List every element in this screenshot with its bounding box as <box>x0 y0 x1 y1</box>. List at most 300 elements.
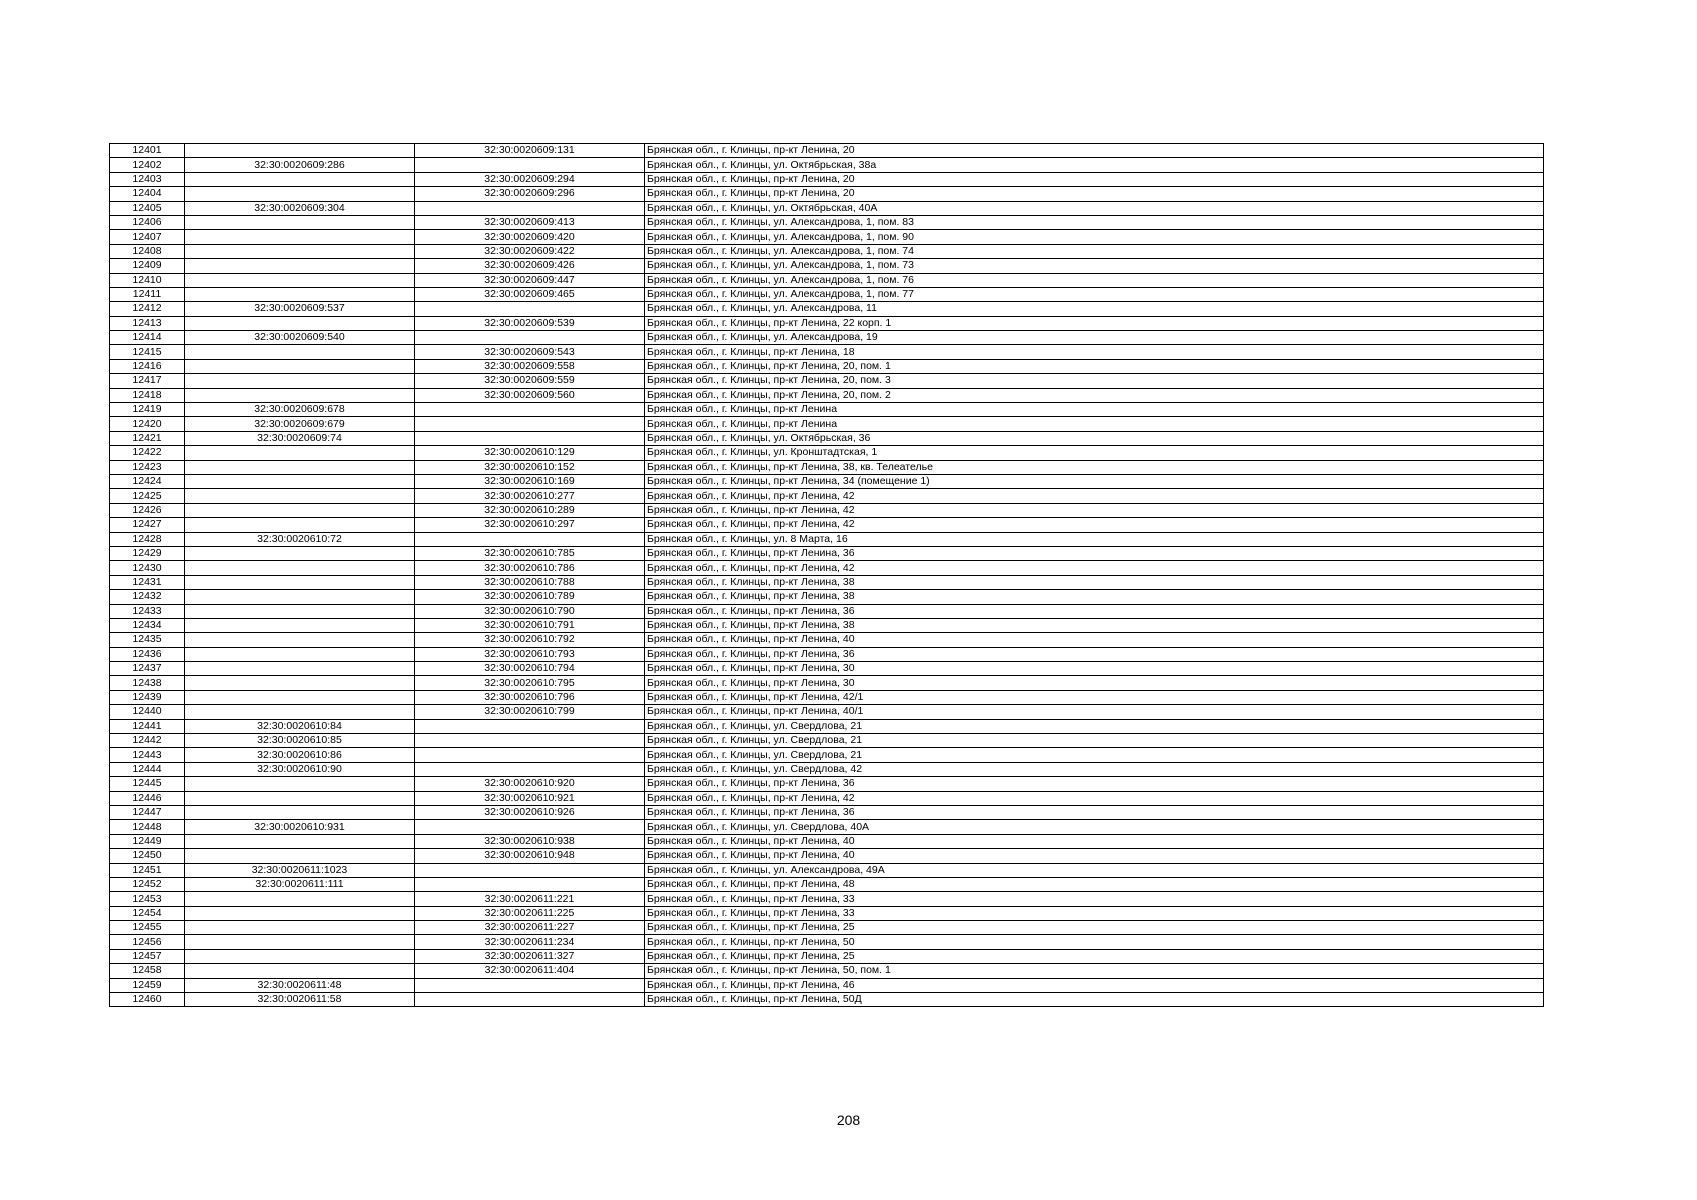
cadastral-number-b-cell <box>415 431 645 445</box>
address-cell: Брянская обл., г. Клинцы, пр-кт Ленина, 25 <box>645 921 1544 935</box>
cadastral-number-b-cell <box>415 748 645 762</box>
row-number-cell: 12457 <box>110 949 185 963</box>
cadastral-number-a-cell <box>185 590 415 604</box>
row-number-cell: 12414 <box>110 331 185 345</box>
address-cell: Брянская обл., г. Клинцы, ул. 8 Марта, 16 <box>645 532 1544 546</box>
cadastral-number-b-cell <box>415 201 645 215</box>
table-row <box>110 417 1544 431</box>
cadastral-number-a-cell: 32:30:0020609:286 <box>185 158 415 172</box>
cadastral-number-b-cell: 32:30:0020610:277 <box>415 489 645 503</box>
row-number-cell: 12404 <box>110 187 185 201</box>
address-cell: Брянская обл., г. Клинцы, пр-кт Ленина <box>645 403 1544 417</box>
table-row <box>110 748 1544 762</box>
table-row <box>110 374 1544 388</box>
table-row <box>110 359 1544 373</box>
cadastral-number-b-cell: 32:30:0020609:447 <box>415 273 645 287</box>
row-number-cell: 12419 <box>110 403 185 417</box>
table-row <box>110 863 1544 877</box>
cadastral-number-a-cell <box>185 460 415 474</box>
row-number-cell: 12416 <box>110 359 185 373</box>
cadastral-number-b-cell: 32:30:0020609:422 <box>415 244 645 258</box>
row-number-cell: 12425 <box>110 489 185 503</box>
table-row <box>110 820 1544 834</box>
address-cell: Брянская обл., г. Клинцы, пр-кт Ленина, 40 <box>645 834 1544 848</box>
cadastral-number-b-cell: 32:30:0020609:558 <box>415 359 645 373</box>
cadastral-number-a-cell <box>185 618 415 632</box>
cadastral-number-a-cell <box>185 446 415 460</box>
cadastral-number-b-cell <box>415 331 645 345</box>
address-cell: Брянская обл., г. Клинцы, пр-кт Ленина, 33 <box>645 906 1544 920</box>
cadastral-number-b-cell: 32:30:0020610:796 <box>415 690 645 704</box>
address-cell: Брянская обл., г. Клинцы, ул. Свердлова, 21 <box>645 748 1544 762</box>
cadastral-number-a-cell: 32:30:0020610:72 <box>185 532 415 546</box>
cadastral-number-a-cell: 32:30:0020611:1023 <box>185 863 415 877</box>
cadastral-number-a-cell <box>185 892 415 906</box>
cadastral-number-b-cell: 32:30:0020609:559 <box>415 374 645 388</box>
address-cell: Брянская обл., г. Клинцы, пр-кт Ленина, 38 <box>645 590 1544 604</box>
cadastral-number-b-cell: 32:30:0020609:560 <box>415 388 645 402</box>
cadastral-number-b-cell: 32:30:0020610:791 <box>415 618 645 632</box>
cadastral-number-a-cell <box>185 705 415 719</box>
table-row <box>110 187 1544 201</box>
row-number-cell: 12426 <box>110 503 185 517</box>
table-row <box>110 791 1544 805</box>
table-row <box>110 662 1544 676</box>
row-number-cell: 12451 <box>110 863 185 877</box>
table-row <box>110 705 1544 719</box>
cadastral-number-b-cell: 32:30:0020611:327 <box>415 949 645 963</box>
table-row <box>110 964 1544 978</box>
cadastral-number-b-cell: 32:30:0020609:539 <box>415 316 645 330</box>
row-number-cell: 12438 <box>110 676 185 690</box>
address-cell: Брянская обл., г. Клинцы, пр-кт Ленина, 20, пом. 2 <box>645 388 1544 402</box>
address-cell: Брянская обл., г. Клинцы, пр-кт Ленина, 20, пом. 3 <box>645 374 1544 388</box>
cadastral-number-b-cell: 32:30:0020611:221 <box>415 892 645 906</box>
table-row <box>110 172 1544 186</box>
cadastral-number-a-cell: 32:30:0020609:304 <box>185 201 415 215</box>
page-number: 208 <box>836 1112 861 1128</box>
cadastral-number-a-cell <box>185 273 415 287</box>
cadastral-number-a-cell: 32:30:0020610:90 <box>185 762 415 776</box>
address-cell: Брянская обл., г. Клинцы, пр-кт Ленина, 20, пом. 1 <box>645 359 1544 373</box>
table-row <box>110 834 1544 848</box>
row-number-cell: 12449 <box>110 834 185 848</box>
row-number-cell: 12437 <box>110 662 185 676</box>
table-row <box>110 316 1544 330</box>
address-cell: Брянская обл., г. Клинцы, пр-кт Ленина, 50 <box>645 935 1544 949</box>
address-cell: Брянская обл., г. Клинцы, пр-кт Ленина, 38 <box>645 618 1544 632</box>
table-row <box>110 777 1544 791</box>
cadastral-number-a-cell <box>185 690 415 704</box>
cadastral-number-b-cell: 32:30:0020609:465 <box>415 287 645 301</box>
cadastral-number-b-cell: 32:30:0020609:543 <box>415 345 645 359</box>
address-cell: Брянская обл., г. Клинцы, ул. Октябрьская, 36 <box>645 431 1544 445</box>
table-row <box>110 805 1544 819</box>
cadastral-number-a-cell <box>185 949 415 963</box>
table-row <box>110 734 1544 748</box>
cadastral-number-b-cell <box>415 734 645 748</box>
row-number-cell: 12458 <box>110 964 185 978</box>
cadastral-number-a-cell <box>185 561 415 575</box>
row-number-cell: 12455 <box>110 921 185 935</box>
row-number-cell: 12448 <box>110 820 185 834</box>
row-number-cell: 12423 <box>110 460 185 474</box>
address-cell: Брянская обл., г. Клинцы, пр-кт Ленина, 20 <box>645 187 1544 201</box>
cadastral-number-b-cell: 32:30:0020610:926 <box>415 805 645 819</box>
table-row <box>110 287 1544 301</box>
table-row <box>110 503 1544 517</box>
cadastral-number-b-cell: 32:30:0020611:225 <box>415 906 645 920</box>
address-cell: Брянская обл., г. Клинцы, ул. Кронштадтская, 1 <box>645 446 1544 460</box>
address-cell: Брянская обл., г. Клинцы, пр-кт Ленина, 38 <box>645 575 1544 589</box>
cadastral-number-a-cell <box>185 935 415 949</box>
table-row <box>110 215 1544 229</box>
address-cell: Брянская обл., г. Клинцы, пр-кт Ленина <box>645 417 1544 431</box>
row-number-cell: 12411 <box>110 287 185 301</box>
address-cell: Брянская обл., г. Клинцы, пр-кт Ленина, 20 <box>645 144 1544 158</box>
cadastral-number-b-cell: 32:30:0020611:227 <box>415 921 645 935</box>
address-cell: Брянская обл., г. Клинцы, пр-кт Ленина, 38, кв. Телеателье <box>645 460 1544 474</box>
cadastral-number-a-cell <box>185 546 415 560</box>
address-cell: Брянская обл., г. Клинцы, пр-кт Ленина, 30 <box>645 662 1544 676</box>
cadastral-number-a-cell <box>185 921 415 935</box>
cadastral-number-a-cell: 32:30:0020610:85 <box>185 734 415 748</box>
cadastral-number-a-cell <box>185 676 415 690</box>
cadastral-number-a-cell <box>185 575 415 589</box>
address-cell: Брянская обл., г. Клинцы, ул. Александрова, 1, пом. 90 <box>645 230 1544 244</box>
table-row <box>110 978 1544 992</box>
cadastral-number-a-cell <box>185 834 415 848</box>
cadastral-number-a-cell: 32:30:0020611:58 <box>185 993 415 1007</box>
address-cell: Брянская обл., г. Клинцы, ул. Александрова, 1, пом. 76 <box>645 273 1544 287</box>
cadastral-number-a-cell <box>185 144 415 158</box>
table-row <box>110 158 1544 172</box>
address-cell: Брянская обл., г. Клинцы, пр-кт Ленина, 48 <box>645 877 1544 891</box>
address-cell: Брянская обл., г. Клинцы, ул. Александрова, 1, пом. 74 <box>645 244 1544 258</box>
row-number-cell: 12422 <box>110 446 185 460</box>
address-cell: Брянская обл., г. Клинцы, пр-кт Ленина, 40/1 <box>645 705 1544 719</box>
cadastral-number-a-cell <box>185 374 415 388</box>
cadastral-number-a-cell <box>185 172 415 186</box>
table-row <box>110 331 1544 345</box>
address-cell: Брянская обл., г. Клинцы, ул. Свердлова, 21 <box>645 734 1544 748</box>
row-number-cell: 12431 <box>110 575 185 589</box>
cadastral-number-b-cell <box>415 978 645 992</box>
cadastral-number-a-cell <box>185 244 415 258</box>
cadastral-number-b-cell: 32:30:0020610:793 <box>415 647 645 661</box>
cadastral-number-a-cell: 32:30:0020609:74 <box>185 431 415 445</box>
cadastral-number-b-cell <box>415 719 645 733</box>
cadastral-number-a-cell: 32:30:0020610:931 <box>185 820 415 834</box>
cadastral-number-a-cell <box>185 259 415 273</box>
row-number-cell: 12401 <box>110 144 185 158</box>
address-cell: Брянская обл., г. Клинцы, пр-кт Ленина, 36 <box>645 604 1544 618</box>
table-row <box>110 201 1544 215</box>
table-row <box>110 647 1544 661</box>
row-number-cell: 12417 <box>110 374 185 388</box>
address-cell: Брянская обл., г. Клинцы, ул. Октябрьская, 38а <box>645 158 1544 172</box>
table-row <box>110 604 1544 618</box>
table-row <box>110 518 1544 532</box>
row-number-cell: 12443 <box>110 748 185 762</box>
address-cell: Брянская обл., г. Клинцы, ул. Свердлова, 21 <box>645 719 1544 733</box>
table-row <box>110 532 1544 546</box>
cadastral-number-b-cell <box>415 762 645 776</box>
table-row <box>110 935 1544 949</box>
address-cell: Брянская обл., г. Клинцы, пр-кт Ленина, 40 <box>645 633 1544 647</box>
table-row <box>110 489 1544 503</box>
address-cell: Брянская обл., г. Клинцы, пр-кт Ленина, 42 <box>645 561 1544 575</box>
table-row <box>110 618 1544 632</box>
row-number-cell: 12432 <box>110 590 185 604</box>
cadastral-number-b-cell <box>415 877 645 891</box>
cadastral-number-a-cell <box>185 388 415 402</box>
cadastral-number-a-cell: 32:30:0020609:679 <box>185 417 415 431</box>
row-number-cell: 12415 <box>110 345 185 359</box>
address-cell: Брянская обл., г. Клинцы, пр-кт Ленина, 30 <box>645 676 1544 690</box>
row-number-cell: 12460 <box>110 993 185 1007</box>
address-cell: Брянская обл., г. Клинцы, пр-кт Ленина, 18 <box>645 345 1544 359</box>
row-number-cell: 12453 <box>110 892 185 906</box>
address-cell: Брянская обл., г. Клинцы, пр-кт Ленина, 42 <box>645 503 1544 517</box>
address-cell: Брянская обл., г. Клинцы, пр-кт Ленина, 50, пом. 1 <box>645 964 1544 978</box>
cadastral-number-a-cell <box>185 215 415 229</box>
cadastral-number-a-cell: 32:30:0020609:678 <box>185 403 415 417</box>
cadastral-number-b-cell: 32:30:0020610:792 <box>415 633 645 647</box>
row-number-cell: 12424 <box>110 474 185 488</box>
cadastral-number-b-cell <box>415 302 645 316</box>
cadastral-number-b-cell: 32:30:0020609:413 <box>415 215 645 229</box>
cadastral-number-b-cell: 32:30:0020611:404 <box>415 964 645 978</box>
row-number-cell: 12408 <box>110 244 185 258</box>
table-row <box>110 230 1544 244</box>
row-number-cell: 12450 <box>110 849 185 863</box>
row-number-cell: 12429 <box>110 546 185 560</box>
table-row <box>110 144 1544 158</box>
row-number-cell: 12402 <box>110 158 185 172</box>
cadastral-number-a-cell <box>185 647 415 661</box>
property-registry-table <box>109 143 1544 1007</box>
table-row <box>110 949 1544 963</box>
address-cell: Брянская обл., г. Клинцы, ул. Октябрьская, 40А <box>645 201 1544 215</box>
row-number-cell: 12456 <box>110 935 185 949</box>
cadastral-number-a-cell <box>185 187 415 201</box>
row-number-cell: 12407 <box>110 230 185 244</box>
cadastral-number-a-cell <box>185 633 415 647</box>
address-cell: Брянская обл., г. Клинцы, ул. Александрова, 1, пом. 77 <box>645 287 1544 301</box>
row-number-cell: 12447 <box>110 805 185 819</box>
cadastral-number-a-cell: 32:30:0020611:111 <box>185 877 415 891</box>
row-number-cell: 12439 <box>110 690 185 704</box>
row-number-cell: 12442 <box>110 734 185 748</box>
cadastral-number-a-cell <box>185 345 415 359</box>
cadastral-number-b-cell: 32:30:0020609:296 <box>415 187 645 201</box>
address-cell: Брянская обл., г. Клинцы, ул. Александрова, 11 <box>645 302 1544 316</box>
table-row <box>110 474 1544 488</box>
cadastral-number-a-cell <box>185 489 415 503</box>
cadastral-number-a-cell <box>185 906 415 920</box>
table-row <box>110 575 1544 589</box>
row-number-cell: 12446 <box>110 791 185 805</box>
address-cell: Брянская обл., г. Клинцы, пр-кт Ленина, 50Д <box>645 993 1544 1007</box>
address-cell: Брянская обл., г. Клинцы, пр-кт Ленина, 36 <box>645 805 1544 819</box>
address-cell: Брянская обл., г. Клинцы, пр-кт Ленина, 46 <box>645 978 1544 992</box>
row-number-cell: 12409 <box>110 259 185 273</box>
address-cell: Брянская обл., г. Клинцы, пр-кт Ленина, 42 <box>645 791 1544 805</box>
address-cell: Брянская обл., г. Клинцы, пр-кт Ленина, 22 корп. 1 <box>645 316 1544 330</box>
table-row <box>110 906 1544 920</box>
cadastral-number-b-cell <box>415 863 645 877</box>
cadastral-number-b-cell: 32:30:0020610:169 <box>415 474 645 488</box>
cadastral-number-b-cell: 32:30:0020611:234 <box>415 935 645 949</box>
table-row <box>110 345 1544 359</box>
cadastral-number-a-cell <box>185 474 415 488</box>
cadastral-number-a-cell: 32:30:0020609:537 <box>185 302 415 316</box>
cadastral-number-a-cell <box>185 503 415 517</box>
table-row <box>110 993 1544 1007</box>
row-number-cell: 12436 <box>110 647 185 661</box>
table-row <box>110 431 1544 445</box>
cadastral-number-a-cell: 32:30:0020609:540 <box>185 331 415 345</box>
table-row <box>110 762 1544 776</box>
cadastral-number-b-cell: 32:30:0020610:948 <box>415 849 645 863</box>
address-cell: Брянская обл., г. Клинцы, ул. Александрова, 19 <box>645 331 1544 345</box>
table-row <box>110 403 1544 417</box>
cadastral-number-b-cell: 32:30:0020610:799 <box>415 705 645 719</box>
address-cell: Брянская обл., г. Клинцы, пр-кт Ленина, 34 (помещение 1) <box>645 474 1544 488</box>
row-number-cell: 12403 <box>110 172 185 186</box>
cadastral-number-b-cell: 32:30:0020609:426 <box>415 259 645 273</box>
cadastral-number-a-cell <box>185 805 415 819</box>
table-row <box>110 244 1544 258</box>
cadastral-number-a-cell <box>185 849 415 863</box>
table-row <box>110 690 1544 704</box>
cadastral-number-a-cell <box>185 662 415 676</box>
table-row <box>110 302 1544 316</box>
cadastral-number-a-cell <box>185 230 415 244</box>
address-cell: Брянская обл., г. Клинцы, пр-кт Ленина, 40 <box>645 849 1544 863</box>
address-cell: Брянская обл., г. Клинцы, пр-кт Ленина, 20 <box>645 172 1544 186</box>
table-row <box>110 921 1544 935</box>
row-number-cell: 12427 <box>110 518 185 532</box>
row-number-cell: 12444 <box>110 762 185 776</box>
cadastral-number-b-cell: 32:30:0020609:294 <box>415 172 645 186</box>
cadastral-number-a-cell <box>185 791 415 805</box>
table-row <box>110 676 1544 690</box>
address-cell: Брянская обл., г. Клинцы, пр-кт Ленина, 36 <box>645 546 1544 560</box>
row-number-cell: 12440 <box>110 705 185 719</box>
cadastral-number-b-cell <box>415 993 645 1007</box>
table-row <box>110 849 1544 863</box>
table-row <box>110 877 1544 891</box>
row-number-cell: 12418 <box>110 388 185 402</box>
address-cell: Брянская обл., г. Клинцы, ул. Свердлова, 40А <box>645 820 1544 834</box>
cadastral-number-b-cell: 32:30:0020610:785 <box>415 546 645 560</box>
table-row <box>110 446 1544 460</box>
address-cell: Брянская обл., г. Клинцы, пр-кт Ленина, 36 <box>645 777 1544 791</box>
table-row <box>110 719 1544 733</box>
cadastral-number-b-cell: 32:30:0020609:131 <box>415 144 645 158</box>
row-number-cell: 12459 <box>110 978 185 992</box>
cadastral-number-b-cell: 32:30:0020610:788 <box>415 575 645 589</box>
cadastral-number-b-cell: 32:30:0020609:420 <box>415 230 645 244</box>
address-cell: Брянская обл., г. Клинцы, пр-кт Ленина, 42 <box>645 518 1544 532</box>
cadastral-number-a-cell <box>185 359 415 373</box>
row-number-cell: 12441 <box>110 719 185 733</box>
cadastral-number-b-cell <box>415 417 645 431</box>
cadastral-number-b-cell: 32:30:0020610:920 <box>415 777 645 791</box>
cadastral-number-b-cell: 32:30:0020610:921 <box>415 791 645 805</box>
cadastral-number-a-cell <box>185 316 415 330</box>
address-cell: Брянская обл., г. Клинцы, пр-кт Ленина, 25 <box>645 949 1544 963</box>
row-number-cell: 12412 <box>110 302 185 316</box>
row-number-cell: 12413 <box>110 316 185 330</box>
cadastral-number-a-cell: 32:30:0020610:84 <box>185 719 415 733</box>
cadastral-number-b-cell: 32:30:0020610:786 <box>415 561 645 575</box>
row-number-cell: 12405 <box>110 201 185 215</box>
cadastral-number-a-cell: 32:30:0020610:86 <box>185 748 415 762</box>
row-number-cell: 12406 <box>110 215 185 229</box>
table-row <box>110 633 1544 647</box>
cadastral-number-a-cell <box>185 604 415 618</box>
cadastral-number-b-cell: 32:30:0020610:790 <box>415 604 645 618</box>
cadastral-number-b-cell: 32:30:0020610:297 <box>415 518 645 532</box>
cadastral-number-b-cell: 32:30:0020610:289 <box>415 503 645 517</box>
address-cell: Брянская обл., г. Клинцы, пр-кт Ленина, 42/1 <box>645 690 1544 704</box>
cadastral-number-b-cell: 32:30:0020610:789 <box>415 590 645 604</box>
cadastral-number-a-cell <box>185 777 415 791</box>
cadastral-number-b-cell <box>415 403 645 417</box>
table-row <box>110 259 1544 273</box>
row-number-cell: 12454 <box>110 906 185 920</box>
row-number-cell: 12430 <box>110 561 185 575</box>
row-number-cell: 12428 <box>110 532 185 546</box>
table-row <box>110 388 1544 402</box>
address-cell: Брянская обл., г. Клинцы, ул. Александрова, 1, пом. 83 <box>645 215 1544 229</box>
table-row <box>110 561 1544 575</box>
address-cell: Брянская обл., г. Клинцы, ул. Свердлова, 42 <box>645 762 1544 776</box>
address-cell: Брянская обл., г. Клинцы, пр-кт Ленина, 42 <box>645 489 1544 503</box>
row-number-cell: 12433 <box>110 604 185 618</box>
row-number-cell: 12420 <box>110 417 185 431</box>
cadastral-number-b-cell: 32:30:0020610:794 <box>415 662 645 676</box>
registry-table-body <box>110 144 1544 1007</box>
address-cell: Брянская обл., г. Клинцы, ул. Александрова, 49А <box>645 863 1544 877</box>
table-row <box>110 273 1544 287</box>
row-number-cell: 12410 <box>110 273 185 287</box>
row-number-cell: 12452 <box>110 877 185 891</box>
table-row <box>110 892 1544 906</box>
table-row <box>110 460 1544 474</box>
cadastral-number-b-cell: 32:30:0020610:795 <box>415 676 645 690</box>
table-row <box>110 546 1544 560</box>
cadastral-number-b-cell: 32:30:0020610:938 <box>415 834 645 848</box>
cadastral-number-a-cell <box>185 518 415 532</box>
address-cell: Брянская обл., г. Клинцы, пр-кт Ленина, 36 <box>645 647 1544 661</box>
cadastral-number-b-cell <box>415 158 645 172</box>
cadastral-number-a-cell <box>185 964 415 978</box>
cadastral-number-b-cell: 32:30:0020610:129 <box>415 446 645 460</box>
address-cell: Брянская обл., г. Клинцы, ул. Александрова, 1, пом. 73 <box>645 259 1544 273</box>
row-number-cell: 12445 <box>110 777 185 791</box>
cadastral-number-b-cell <box>415 532 645 546</box>
cadastral-number-b-cell <box>415 820 645 834</box>
cadastral-number-b-cell: 32:30:0020610:152 <box>415 460 645 474</box>
row-number-cell: 12434 <box>110 618 185 632</box>
cadastral-number-a-cell <box>185 287 415 301</box>
row-number-cell: 12421 <box>110 431 185 445</box>
table-row <box>110 590 1544 604</box>
